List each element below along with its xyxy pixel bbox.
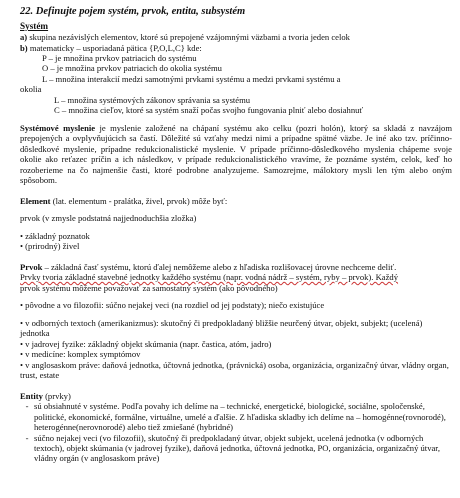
- system-heading: Systém: [20, 20, 49, 31]
- system-def-l: L – množina interakcií medzi samotnými prvkami systému a medzi prvkami systému a: [42, 73, 341, 84]
- prvok-bullet-1: • pôvodne a vo filozofii: súčno nejakej veci (na rozdiel od jej podstaty); niečo existujúce: [20, 300, 325, 311]
- prvok-bullet-2: • v odborných textoch (amerikanizmus): skutočný či predpokladaný bližšie neurčený útvar, objekt, subjekt; (ucelená) jednotka: [20, 317, 423, 339]
- prvok-bullet-4: • v medicíne: komplex symptómov: [20, 349, 141, 360]
- system-def-b: b) matematicky – usporiadaná pätica {P,O,L,C} kde:: [20, 42, 202, 53]
- prvok-line3: prvok systému môžeme považovať za samostatný systém (ako pôvodného): [20, 282, 278, 293]
- prvok-line2: Prvky tvoria základné stavebné jednotky každého systému (napr. vodná nádrž – systém, ryby – prvok). Každý: [20, 272, 399, 283]
- systemove-myslenie-paragraph: Systémové myslenie je myslenie založené na chápaní systému ako celku (pozri holón), ktorý sa skladá z navzájom prepojených a ovplyvňujúcich sa častí. Dôležité sú vzťahy medzi nimi a prípadne spätné väzbe. Je iné ako tzv. príčinno-dôsledkové myslenie, prípadne redukcionalistické myslenie. V prípade príčinno-dôsledkového myslenia chápeme svoje okolie ako reťazec príčin a ich následkov, v prípade redukcionalistického vravíme, že poznáme systém, celok, keď ho rozoberieme na čo najmenšie časti, ktoré podrobne analyzujeme. Samozrejme, máloktory mysli len tým alebo oným spôsobom.: [20, 122, 453, 186]
- entity-heading: Entity (prvky): [20, 390, 71, 401]
- prvok-bullet-5: • v anglosaskom práve: daňová jednotka, účtovná jednotka, (právnická) osoba, organizácia, organizačný útvar, vládny organ, trust, estate: [20, 359, 449, 381]
- system-def-o: O – je množina prvkov patriacich do okolia systému: [42, 63, 222, 74]
- prvok-bullet-3: • v jadrovej fyzike: základný objekt skúmania (napr. častica, atóm, jadro): [20, 338, 272, 349]
- element-line2: prvok (v zmysle podstatná najjednoduchšia zložka): [20, 213, 197, 224]
- entity-item-1: - sú obsiahnuté v systéme. Podľa povahy ich delíme na – technické, energetické, biologické, sociálne, spoločenské, politické, ekonomické, formálne, virtuálne, umelé a ďalšie. Z hľadiska skladby ich delíme na – homogénne(rovnorodé), heterogénne(nerovnorodé) alebo tiež zmiešané (hybridné): [25, 401, 446, 433]
- page-title: 22. Definujte pojem systém, prvok, entita, subsystém: [20, 6, 246, 17]
- system-def-p: P – je množina prvkov patriacich do systému: [42, 52, 197, 63]
- system-def-okolia: okolia: [20, 84, 42, 95]
- element-bullet-2: • (prirodný) živel: [20, 241, 80, 252]
- system-def-c: C – množina cieľov, ktoré sa systém snaží počas svojho fungovania plniť alebo dosiahnuť: [54, 105, 364, 116]
- entity-item-2: - súčno nejakej veci (vo filozofii), skutočný či predpokladaný útvar, objekt subjekt, ucelená jednotka (v odborných textoch), objekt skúmania (v jadrovej fyzike), daňová jednotka, účtovná jednotka, PO, organizácia, organizačný útvar, vládny orgán (v anglosaskom práve): [25, 432, 440, 464]
- system-def-a: a) skupina nezávislých elementov, ktoré sú prepojené vzájomnými väzbami a tvoria jeden celok: [20, 32, 350, 43]
- element-definition: Element (lat. elementum - pralátka, živel, prvok) môže byť:: [20, 195, 228, 206]
- system-def-l2: L – množina systémových zákonov správania sa systému: [54, 94, 251, 105]
- element-bullet-1: • základný poznatok: [20, 230, 90, 241]
- prvok-definition: Prvok – základná časť systému, ktorú ďalej nemôžeme alebo z hľadiska rozlišovacej úrovne nechceme deliť.: [20, 261, 397, 272]
